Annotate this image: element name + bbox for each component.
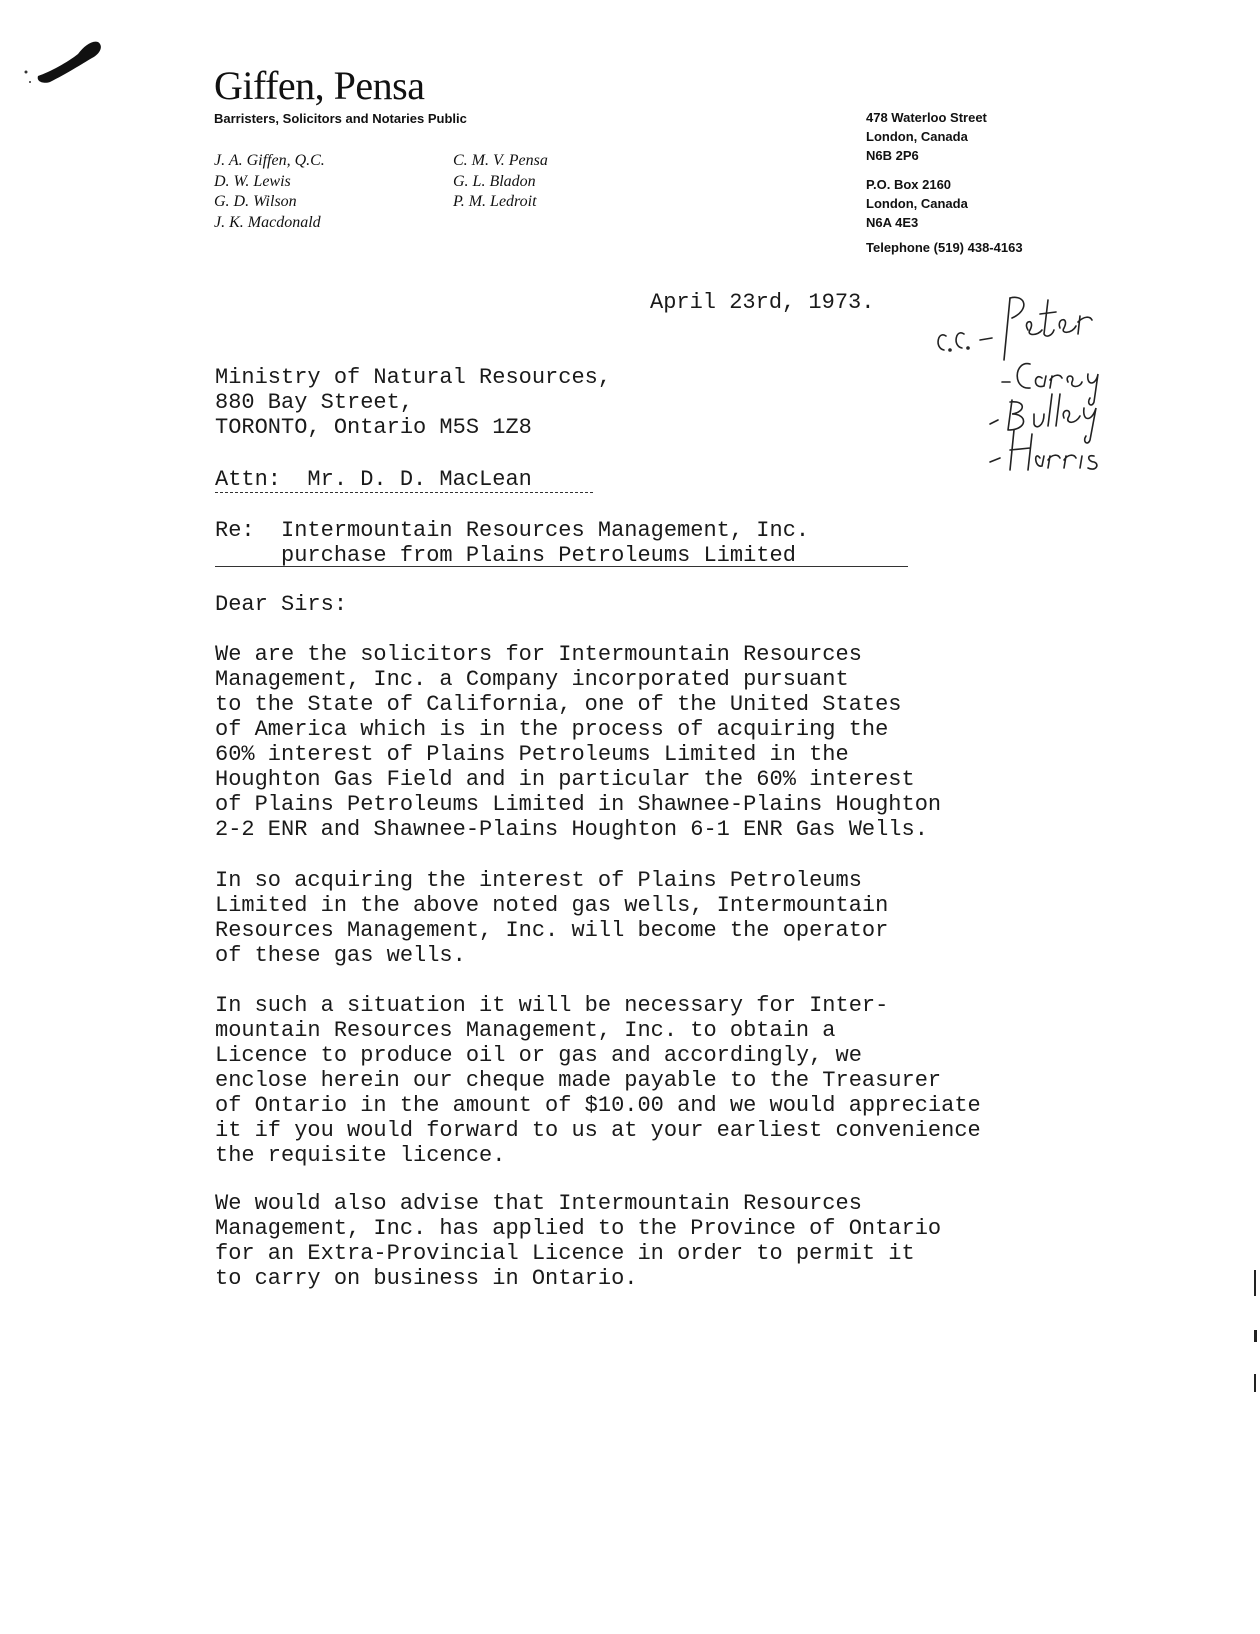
address-po-box: P.O. Box 2160 xyxy=(866,177,952,192)
partner-name: G. L. Bladon xyxy=(453,172,536,190)
attention-underline xyxy=(215,492,593,493)
address-street: 478 Waterloo Street xyxy=(866,110,987,125)
address-postal-code: N6B 2P6 xyxy=(866,148,919,163)
recipient-line: TORONTO, Ontario M5S 1Z8 xyxy=(215,415,532,440)
body-paragraph-1: We are the solicitors for Intermountain Resources Management, Inc. a Company incorporated pursuant to the State of California, one of the United States of America which is in the process of acquiring the 60% interest of Plains Petroleums Limited in the Houghton Gas Field and in particular the 60% interest of Plains Petroleums Limited in Shawnee-Plains Houghton 2-2 ENR and Shawnee-Plains Houghton 6-1 ENR Gas Wells. xyxy=(215,642,942,842)
partner-name: P. M. Ledroit xyxy=(453,193,537,210)
ink-blot-mark xyxy=(20,32,110,92)
scan-edge-marks xyxy=(1252,1270,1258,1400)
partner-name: C. M. V. Pensa xyxy=(453,152,548,169)
partners-list-right xyxy=(453,151,548,213)
body-paragraph-2: In so acquiring the interest of Plains Petroleums Limited in the above noted gas wells, Intermountain Resources Management, Inc. will become the operator of these gas wells. xyxy=(215,868,889,968)
body-paragraph-3: In such a situation it will be necessary for Inter- mountain Resources Management, Inc. to obtain a Licence to produce oil or gas and accordingly, we enclose herein our cheque made payable to the Treasurer of Ontario in the amount of $10.00 and we would appreciate it if you would forward to us at your earliest convenience the requisite licence. xyxy=(215,993,981,1168)
subject-line-2: purchase from Plains Petroleums Limited xyxy=(215,543,796,568)
recipient-line: Ministry of Natural Resources, xyxy=(215,365,612,390)
recipient-line: 880 Bay Street, xyxy=(215,390,414,415)
address-city: London, Canada xyxy=(866,196,968,211)
partners-list-left xyxy=(214,151,325,233)
partner-name: J. A. Giffen, Q.C. xyxy=(214,152,325,169)
subject-underline xyxy=(215,566,908,567)
partner-name: J. K. Macdonald xyxy=(214,213,321,231)
subject-line-1: Re: Intermountain Resources Management, Inc. xyxy=(215,518,810,543)
handwritten-cc-note xyxy=(930,290,1190,480)
firm-description: Barristers, Solicitors and Notaries Public xyxy=(214,111,467,126)
letter-date: April 23rd, 1973. xyxy=(650,290,875,315)
salutation: Dear Sirs: xyxy=(215,592,348,617)
address-city: London, Canada xyxy=(866,129,968,144)
address-postal-code: N6A 4E3 xyxy=(866,215,919,230)
body-paragraph-4: We would also advise that Intermountain Resources Management, Inc. has applied to the Province of Ontario for an Extra-Provincial Licence in order to permit it to carry on business in Ontario. xyxy=(215,1191,942,1291)
recipient-address xyxy=(215,365,611,440)
subject-line xyxy=(215,518,809,568)
partner-name: D. W. Lewis xyxy=(214,172,291,190)
telephone: Telephone (519) 438-4163 xyxy=(866,240,1023,255)
attention-line: Attn: Mr. D. D. MacLean xyxy=(215,467,532,492)
partner-name: G. D. Wilson xyxy=(214,193,297,210)
firm-name: Giffen, Pensa xyxy=(214,63,425,108)
firm-address xyxy=(866,108,1023,257)
